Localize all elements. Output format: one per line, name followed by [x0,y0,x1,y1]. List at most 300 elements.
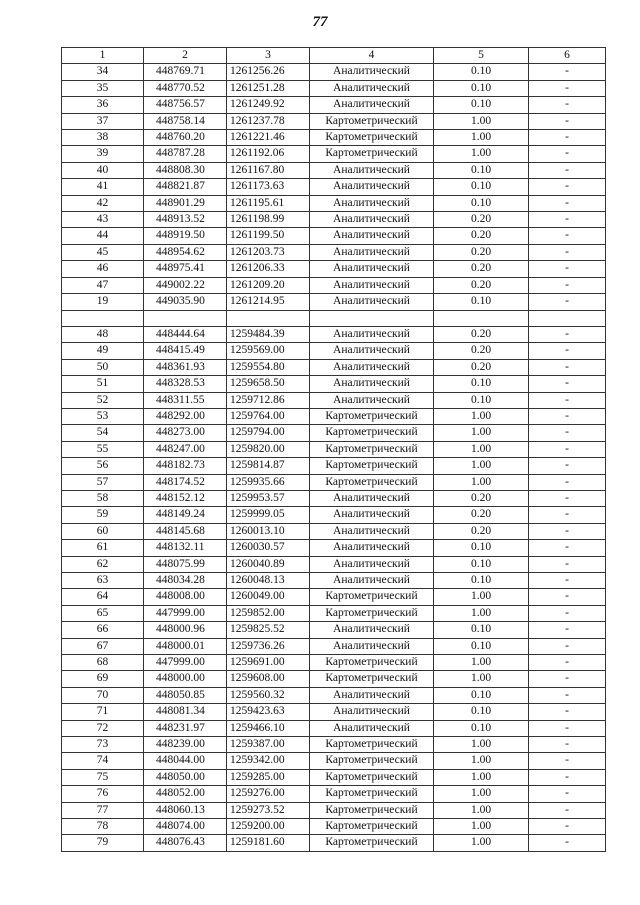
method-cell: Аналитический [310,523,434,539]
note-cell [529,310,606,326]
method-cell: Картометрический [310,835,434,851]
accuracy-cell: 0.10 [434,704,529,720]
method-cell: Картометрический [310,786,434,802]
point-number-cell: 66 [62,622,144,638]
table-row [62,261,606,277]
note-cell: - [529,441,606,457]
point-number-cell: 39 [62,146,144,162]
method-cell: Картометрический [310,425,434,441]
note-cell: - [529,97,606,113]
x-coordinate-cell: 448132.11 [144,540,227,556]
x-coordinate-cell: 448081.34 [144,704,227,720]
accuracy-cell: 1.00 [434,819,529,835]
method-cell: Аналитический [310,212,434,228]
point-number-cell: 34 [62,64,144,80]
y-coordinate-cell: 1259852.00 [227,605,310,621]
note-cell: - [529,720,606,736]
point-number-cell: 56 [62,458,144,474]
method-cell: Картометрический [310,589,434,605]
y-coordinate-cell: 1259658.50 [227,376,310,392]
y-coordinate-cell: 1259569.00 [227,343,310,359]
accuracy-cell: 1.00 [434,113,529,129]
table-row [62,589,606,605]
method-cell: Картометрический [310,819,434,835]
table-row [62,277,606,293]
method-cell: Аналитический [310,195,434,211]
method-cell: Картометрический [310,441,434,457]
point-number-cell: 74 [62,753,144,769]
note-cell: - [529,244,606,260]
note-cell: - [529,228,606,244]
note-cell: - [529,589,606,605]
column-header: 6 [529,48,606,64]
accuracy-cell: 1.00 [434,458,529,474]
y-coordinate-cell: 1260048.13 [227,572,310,588]
x-coordinate-cell: 448182.73 [144,458,227,474]
accuracy-cell: 1.00 [434,655,529,671]
x-coordinate-cell: 447999.00 [144,655,227,671]
y-coordinate-cell: 1261221.46 [227,130,310,146]
x-coordinate-cell: 448008.00 [144,589,227,605]
note-cell: - [529,572,606,588]
method-cell: Аналитический [310,343,434,359]
table-row [62,359,606,375]
y-coordinate-cell: 1261249.92 [227,97,310,113]
note-cell: - [529,769,606,785]
point-number-cell: 61 [62,540,144,556]
y-coordinate-cell: 1259736.26 [227,638,310,654]
x-coordinate-cell: 448821.87 [144,179,227,195]
x-coordinate-cell: 448247.00 [144,441,227,457]
point-number-cell: 77 [62,802,144,818]
accuracy-cell: 0.10 [434,556,529,572]
y-coordinate-cell: 1259560.32 [227,687,310,703]
point-number-cell: 50 [62,359,144,375]
accuracy-cell: 1.00 [434,408,529,424]
accuracy-cell: 1.00 [434,146,529,162]
table-row [62,802,606,818]
table-row [62,720,606,736]
table-row [62,326,606,342]
x-coordinate-cell [144,310,227,326]
x-coordinate-cell: 448913.52 [144,212,227,228]
accuracy-cell: 1.00 [434,769,529,785]
y-coordinate-cell: 1259285.00 [227,769,310,785]
table-row [62,294,606,310]
method-cell: Аналитический [310,179,434,195]
x-coordinate-cell: 447999.00 [144,605,227,621]
accuracy-cell: 1.00 [434,441,529,457]
accuracy-cell: 0.10 [434,687,529,703]
point-number-cell: 44 [62,228,144,244]
table-body [62,64,606,851]
table-row [62,507,606,523]
x-coordinate-cell: 448239.00 [144,737,227,753]
accuracy-cell: 0.20 [434,228,529,244]
table-row [62,769,606,785]
note-cell: - [529,277,606,293]
x-coordinate-cell: 448145.68 [144,523,227,539]
table-row [62,458,606,474]
method-cell: Аналитический [310,228,434,244]
y-coordinate-cell: 1261195.61 [227,195,310,211]
column-header: 3 [227,48,310,64]
y-coordinate-cell: 1261209.20 [227,277,310,293]
note-cell: - [529,343,606,359]
note-cell: - [529,425,606,441]
point-number-cell: 40 [62,162,144,178]
column-header: 2 [144,48,227,64]
point-number-cell: 68 [62,655,144,671]
x-coordinate-cell: 448273.00 [144,425,227,441]
table-row [62,638,606,654]
table-row [62,80,606,96]
note-cell: - [529,638,606,654]
method-cell: Картометрический [310,146,434,162]
table-row [62,195,606,211]
point-number-cell: 79 [62,835,144,851]
y-coordinate-cell: 1259273.52 [227,802,310,818]
point-number-cell: 58 [62,490,144,506]
accuracy-cell: 0.20 [434,507,529,523]
table-row [62,605,606,621]
method-cell: Картометрический [310,655,434,671]
accuracy-cell [434,310,529,326]
point-number-cell: 45 [62,244,144,260]
y-coordinate-cell: 1259387.00 [227,737,310,753]
table-row [62,376,606,392]
x-coordinate-cell: 449002.22 [144,277,227,293]
x-coordinate-cell: 448052.00 [144,786,227,802]
x-coordinate-cell: 448076.43 [144,835,227,851]
table-row [62,687,606,703]
y-coordinate-cell: 1259691.00 [227,655,310,671]
x-coordinate-cell: 448901.29 [144,195,227,211]
point-number-cell: 54 [62,425,144,441]
y-coordinate-cell: 1260049.00 [227,589,310,605]
note-cell: - [529,376,606,392]
x-coordinate-cell: 448787.28 [144,146,227,162]
note-cell: - [529,540,606,556]
method-cell: Картометрический [310,474,434,490]
x-coordinate-cell: 448292.00 [144,408,227,424]
note-cell: - [529,359,606,375]
accuracy-cell: 0.20 [434,343,529,359]
accuracy-cell: 1.00 [434,835,529,851]
note-cell: - [529,195,606,211]
y-coordinate-cell: 1259712.86 [227,392,310,408]
note-cell: - [529,80,606,96]
x-coordinate-cell: 448034.28 [144,572,227,588]
x-coordinate-cell: 448060.13 [144,802,227,818]
point-number-cell: 19 [62,294,144,310]
note-cell: - [529,556,606,572]
point-number-cell: 69 [62,671,144,687]
note-cell: - [529,671,606,687]
note-cell: - [529,605,606,621]
table-row [62,392,606,408]
x-coordinate-cell: 448050.00 [144,769,227,785]
accuracy-cell: 0.20 [434,261,529,277]
method-cell: Картометрический [310,458,434,474]
x-coordinate-cell: 448919.50 [144,228,227,244]
method-cell: Аналитический [310,376,434,392]
point-number-cell: 38 [62,130,144,146]
accuracy-cell: 0.10 [434,97,529,113]
accuracy-cell: 0.10 [434,80,529,96]
x-coordinate-cell: 448769.71 [144,64,227,80]
y-coordinate-cell: 1259423.63 [227,704,310,720]
table-row [62,523,606,539]
note-cell: - [529,113,606,129]
point-number-cell: 76 [62,786,144,802]
note-cell: - [529,146,606,162]
table-row [62,408,606,424]
note-cell: - [529,819,606,835]
method-cell: Аналитический [310,277,434,293]
y-coordinate-cell: 1261198.99 [227,212,310,228]
method-cell: Аналитический [310,261,434,277]
x-coordinate-cell: 448361.93 [144,359,227,375]
accuracy-cell: 0.10 [434,622,529,638]
table-row [62,572,606,588]
table-row [62,179,606,195]
point-number-cell: 57 [62,474,144,490]
accuracy-cell: 0.10 [434,572,529,588]
table-row [62,425,606,441]
method-cell: Картометрический [310,605,434,621]
x-coordinate-cell: 448075.99 [144,556,227,572]
y-coordinate-cell: 1259181.60 [227,835,310,851]
accuracy-cell: 1.00 [434,802,529,818]
table-row [62,343,606,359]
x-coordinate-cell: 448444.64 [144,326,227,342]
y-coordinate-cell: 1261199.50 [227,228,310,244]
point-number-cell: 64 [62,589,144,605]
note-cell: - [529,408,606,424]
table-row [62,490,606,506]
y-coordinate-cell: 1261237.78 [227,113,310,129]
x-coordinate-cell: 448808.30 [144,162,227,178]
x-coordinate-cell: 448152.12 [144,490,227,506]
y-coordinate-cell: 1261173.63 [227,179,310,195]
table-row [62,310,606,326]
accuracy-cell: 1.00 [434,425,529,441]
table-row [62,655,606,671]
note-cell: - [529,130,606,146]
method-cell: Аналитический [310,622,434,638]
point-number-cell: 47 [62,277,144,293]
method-cell: Аналитический [310,162,434,178]
y-coordinate-cell: 1260013.10 [227,523,310,539]
y-coordinate-cell [227,310,310,326]
y-coordinate-cell: 1259820.00 [227,441,310,457]
y-coordinate-cell: 1259484.39 [227,326,310,342]
x-coordinate-cell: 448174.52 [144,474,227,490]
point-number-cell: 59 [62,507,144,523]
column-header: 1 [62,48,144,64]
x-coordinate-cell: 448044.00 [144,753,227,769]
accuracy-cell: 0.10 [434,720,529,736]
x-coordinate-cell: 449035.90 [144,294,227,310]
y-coordinate-cell: 1261167.80 [227,162,310,178]
y-coordinate-cell: 1261192.06 [227,146,310,162]
note-cell: - [529,786,606,802]
method-cell: Аналитический [310,359,434,375]
x-coordinate-cell: 448000.96 [144,622,227,638]
page-number: 77 [312,14,328,30]
note-cell: - [529,294,606,310]
table-row [62,97,606,113]
y-coordinate-cell: 1259814.87 [227,458,310,474]
y-coordinate-cell: 1259276.00 [227,786,310,802]
accuracy-cell: 1.00 [434,671,529,687]
method-cell: Аналитический [310,572,434,588]
y-coordinate-cell: 1261214.95 [227,294,310,310]
method-cell: Картометрический [310,769,434,785]
x-coordinate-cell: 448000.00 [144,671,227,687]
accuracy-cell: 0.10 [434,540,529,556]
point-number-cell: 60 [62,523,144,539]
x-coordinate-cell: 448050.85 [144,687,227,703]
point-number-cell: 36 [62,97,144,113]
note-cell: - [529,458,606,474]
note-cell: - [529,753,606,769]
table-row [62,622,606,638]
point-number-cell: 63 [62,572,144,588]
table-row [62,244,606,260]
point-number-cell: 72 [62,720,144,736]
point-number-cell: 49 [62,343,144,359]
x-coordinate-cell: 448954.62 [144,244,227,260]
accuracy-cell: 0.10 [434,376,529,392]
column-header: 5 [434,48,529,64]
method-cell: Аналитический [310,490,434,506]
note-cell: - [529,622,606,638]
method-cell: Аналитический [310,687,434,703]
table-row [62,64,606,80]
accuracy-cell: 1.00 [434,474,529,490]
y-coordinate-cell: 1261256.26 [227,64,310,80]
y-coordinate-cell: 1259608.00 [227,671,310,687]
accuracy-cell: 1.00 [434,589,529,605]
point-number-cell [62,310,144,326]
y-coordinate-cell: 1259200.00 [227,819,310,835]
x-coordinate-cell: 448758.14 [144,113,227,129]
note-cell: - [529,802,606,818]
y-coordinate-cell: 1259554.80 [227,359,310,375]
x-coordinate-cell: 448328.53 [144,376,227,392]
table-row [62,753,606,769]
method-cell: Аналитический [310,704,434,720]
note-cell: - [529,64,606,80]
y-coordinate-cell: 1259466.10 [227,720,310,736]
y-coordinate-cell: 1260040.89 [227,556,310,572]
y-coordinate-cell: 1260030.57 [227,540,310,556]
y-coordinate-cell: 1261251.28 [227,80,310,96]
method-cell: Аналитический [310,540,434,556]
accuracy-cell: 0.20 [434,244,529,260]
y-coordinate-cell: 1259999.05 [227,507,310,523]
method-cell: Аналитический [310,326,434,342]
method-cell: Картометрический [310,113,434,129]
point-number-cell: 46 [62,261,144,277]
table-row [62,212,606,228]
note-cell: - [529,835,606,851]
column-header: 4 [310,48,434,64]
point-number-cell: 51 [62,376,144,392]
y-coordinate-cell: 1259794.00 [227,425,310,441]
method-cell: Аналитический [310,507,434,523]
note-cell: - [529,737,606,753]
y-coordinate-cell: 1259764.00 [227,408,310,424]
point-number-cell: 48 [62,326,144,342]
point-number-cell: 53 [62,408,144,424]
accuracy-cell: 0.10 [434,64,529,80]
accuracy-cell: 0.20 [434,490,529,506]
point-number-cell: 65 [62,605,144,621]
accuracy-cell: 0.10 [434,638,529,654]
point-number-cell: 37 [62,113,144,129]
method-cell [310,310,434,326]
table-header-row [62,48,606,64]
table-row [62,704,606,720]
point-number-cell: 52 [62,392,144,408]
table-row [62,819,606,835]
point-number-cell: 73 [62,737,144,753]
note-cell: - [529,162,606,178]
y-coordinate-cell: 1261203.73 [227,244,310,260]
note-cell: - [529,179,606,195]
accuracy-cell: 0.20 [434,359,529,375]
point-number-cell: 55 [62,441,144,457]
note-cell: - [529,261,606,277]
x-coordinate-cell: 448975.41 [144,261,227,277]
x-coordinate-cell: 448000.01 [144,638,227,654]
point-number-cell: 75 [62,769,144,785]
coordinates-table [61,47,606,852]
table-row [62,441,606,457]
note-cell: - [529,212,606,228]
x-coordinate-cell: 448231.97 [144,720,227,736]
y-coordinate-cell: 1261206.33 [227,261,310,277]
table-row [62,671,606,687]
point-number-cell: 62 [62,556,144,572]
method-cell: Аналитический [310,80,434,96]
point-number-cell: 67 [62,638,144,654]
x-coordinate-cell: 448770.52 [144,80,227,96]
accuracy-cell: 1.00 [434,753,529,769]
accuracy-cell: 0.10 [434,294,529,310]
accuracy-cell: 0.20 [434,523,529,539]
point-number-cell: 41 [62,179,144,195]
note-cell: - [529,655,606,671]
y-coordinate-cell: 1259825.52 [227,622,310,638]
note-cell: - [529,523,606,539]
method-cell: Картометрический [310,130,434,146]
accuracy-cell: 0.20 [434,326,529,342]
y-coordinate-cell: 1259342.00 [227,753,310,769]
point-number-cell: 42 [62,195,144,211]
table-row [62,474,606,490]
note-cell: - [529,474,606,490]
point-number-cell: 35 [62,80,144,96]
method-cell: Картометрический [310,802,434,818]
table-row [62,556,606,572]
note-cell: - [529,392,606,408]
method-cell: Аналитический [310,556,434,572]
accuracy-cell: 1.00 [434,786,529,802]
